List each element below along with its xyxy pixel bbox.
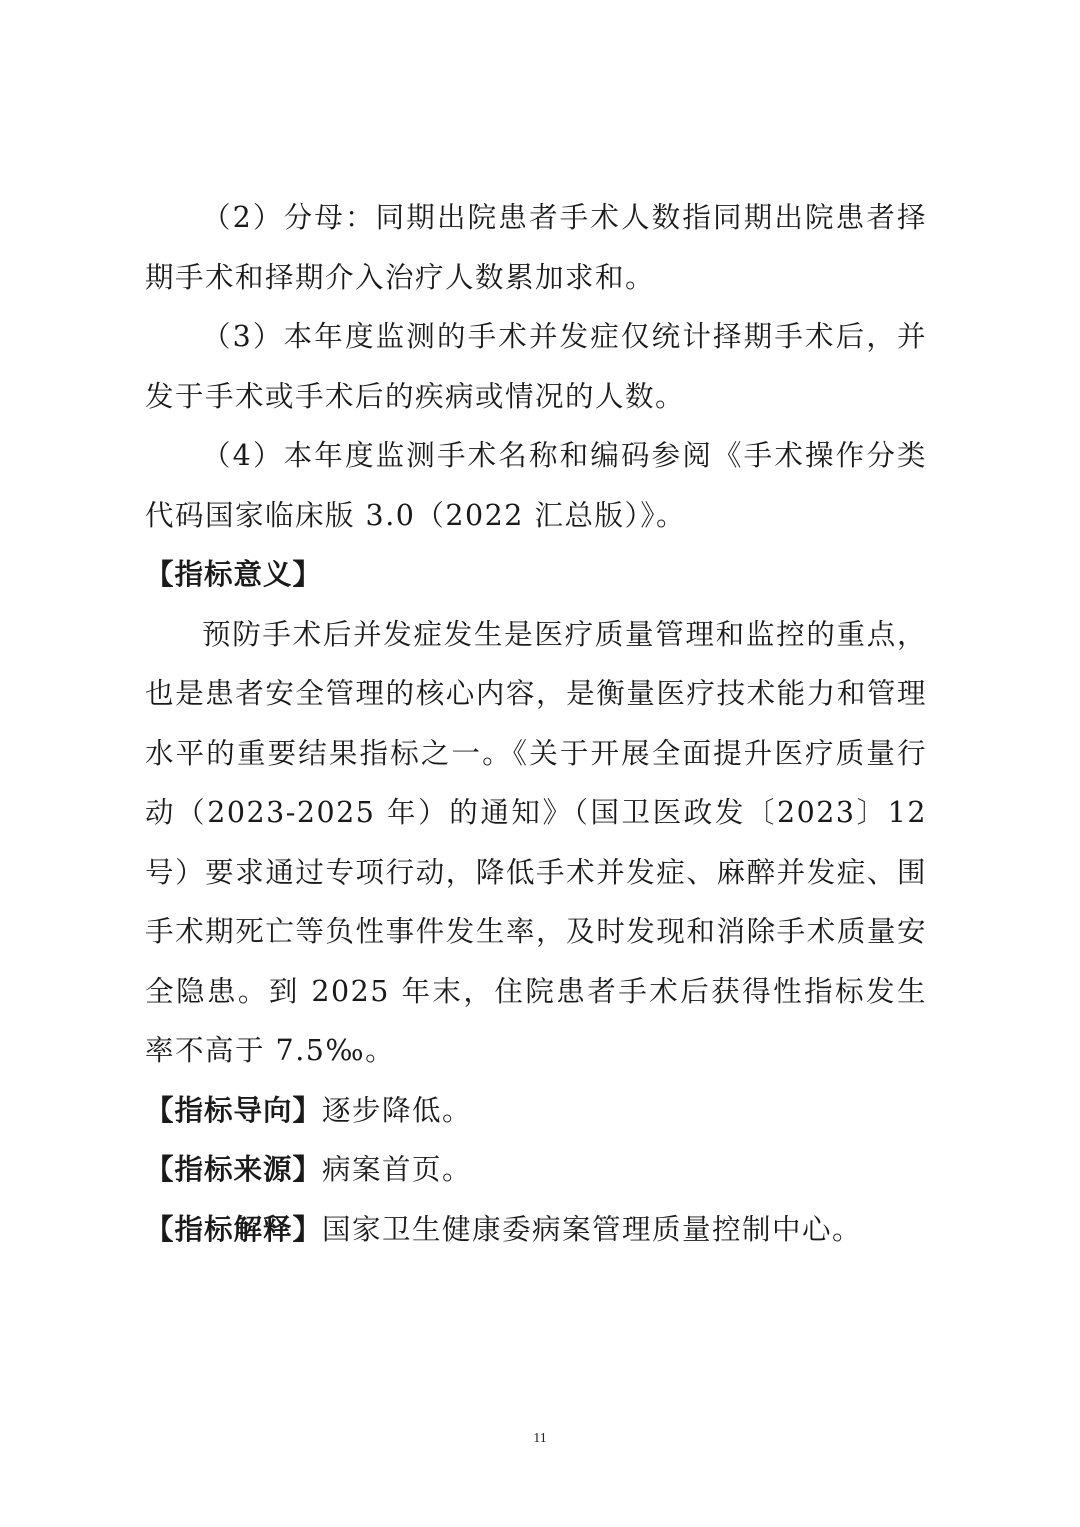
field-indicator-source (145, 1140, 927, 1200)
field-label-direction: 【指标导向】 (145, 1093, 323, 1127)
field-indicator-direction (145, 1081, 927, 1141)
field-label-source: 【指标来源】 (145, 1153, 323, 1186)
paragraph-complication-scope: （3）本年度监测的手术并发症仅统计择期手术后，并发于手术或手术后的疾病或情况的人数。 (145, 320, 927, 413)
field-label-interpretation: 【指标解释】 (145, 1212, 323, 1246)
field-value-source: 病案首页。 (322, 1153, 473, 1186)
field-value-direction: 逐步降低。 (322, 1093, 473, 1127)
field-value-interpretation: 国家卫生健康委病案管理质量控制中心。 (322, 1212, 863, 1246)
paragraph-indicator-significance: 预防手术后并发症发生是医疗质量管理和监控的重点，也是患者安全管理的核心内容，是衡量医疗技术能力和管理水平的重要结果指标之一。《关于开展全面提升医疗质量行动（2023-2025 年）的通知》（国卫医政发〔2023〕12 号）要求通过专项行动，降低手术并发症、麻醉并发症、围手术期死亡等负性事件发生率，及时发现和消除手术质量安全隐患。到 2025 年末，住院患者手术后获得性指标发生率不高于 7.5‰。 (145, 617, 927, 1067)
paragraph-procedure-codes: （4）本年度监测手术名称和编码参阅《手术操作分类代码国家临床版 3.0（2022 汇总版）》。 (145, 439, 927, 532)
paragraph-denominator: （2）分母：同期出院患者手术人数指同期出院患者择期手术和择期介入治疗人数累加求和。 (145, 201, 927, 294)
page-body (145, 188, 927, 1259)
heading-indicator-significance: 【指标意义】 (145, 558, 323, 591)
field-indicator-interpretation (145, 1200, 927, 1260)
page-number: 11 (533, 1431, 547, 1446)
